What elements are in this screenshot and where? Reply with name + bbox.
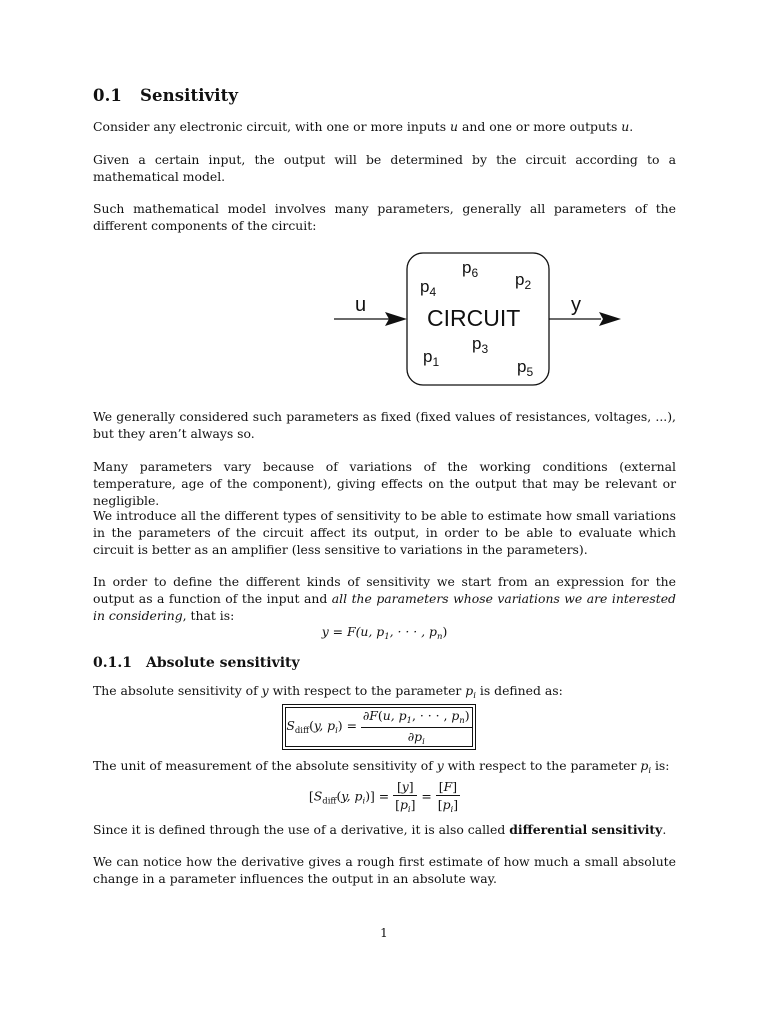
paragraph-model: Given a certain input, the output will be determined by the circuit according to a mathematical model. xyxy=(93,152,676,184)
param-p3: $p_3$ xyxy=(472,334,489,356)
math-var: p xyxy=(465,683,474,698)
math-var: u xyxy=(621,119,630,134)
paragraph-fixed-params: We generally considered such parameters as fixed (fixed values of resistances, voltages, ...), but they aren’t always so. xyxy=(93,409,676,441)
text: Consider any electronic circuit, with one or more inputs xyxy=(93,119,451,134)
text: . xyxy=(629,119,634,134)
text: and one or more outputs xyxy=(458,119,622,134)
equation-unit: [$S_{diff}(y$, $p_i$)] = $\frac{[y]}{[p_i]}$ = $\frac{[F]}{[p_i]}$ xyxy=(308,779,459,815)
text: . xyxy=(662,822,667,837)
math-var: u xyxy=(450,119,459,134)
text: with respect to the parameter xyxy=(268,683,466,698)
param-p1: $p_1$ xyxy=(423,347,440,369)
math-sub: i xyxy=(648,766,652,776)
circuit-label: CIRCUIT xyxy=(427,305,521,331)
text: The absolute sensitivity of xyxy=(93,683,262,698)
equation-output-model: y = F(u, $p_1$, · · · , $p_n$) xyxy=(321,624,448,642)
math-var: y xyxy=(436,758,444,773)
paragraph-unit xyxy=(93,757,676,780)
subsection-title: Absolute sensitivity xyxy=(146,655,300,671)
input-label: u xyxy=(355,294,367,316)
text: Since it is defined through the use of a derivative, it is also called xyxy=(93,822,510,837)
text: The unit of measurement of the absolute sensitivity of xyxy=(93,758,437,773)
param-p6: $p_6$ xyxy=(462,258,479,280)
paragraph-variations: Many parameters vary because of variations of the working conditions (external temperature, age of the component), giving effects on the output that may be relevant or negligible. xyxy=(93,459,676,508)
paragraph-derivative-estimate: We can notice how the derivative gives a rough first estimate of how much a small absolute change in a parameter influences the output in an absolute way. xyxy=(93,854,676,886)
eq-end: ) xyxy=(442,624,448,639)
subsection-number: 0.1.1 xyxy=(93,655,132,671)
circuit-block-diagram xyxy=(331,248,631,393)
paragraph-abs-definition xyxy=(93,682,676,705)
eq-lhs: y xyxy=(321,624,329,639)
paragraph-types: We introduce all the different types of sensitivity to be able to estimate how small variations in the parameters of the circuit affect its output, in order to be able to evaluate which circuit is better as an amplifier (less sensitive to variations in the parameters). xyxy=(93,508,676,557)
eq-rhs: F(u, p xyxy=(346,624,385,639)
output-label: y xyxy=(571,294,581,316)
output-arrow-head xyxy=(599,312,621,326)
paragraph-parameters: Such mathematical model involves many parameters, generally all parameters of the different components of the circuit: xyxy=(93,201,676,233)
boxed-definition-equation: $S_{diff}(y$, $p_i$) = $\frac{\partial F(u, p_1, \cdot \cdot \cdot , p_n)}{\partial p_i}$ xyxy=(285,707,473,747)
text: is defined as: xyxy=(475,683,563,698)
param-p2: $p_2$ xyxy=(515,270,532,292)
math-sub: i xyxy=(473,691,476,701)
section-number: 0.1 xyxy=(93,86,123,105)
text: with respect to the parameter xyxy=(443,758,641,773)
text: , that is: xyxy=(182,608,235,623)
paragraph-expression xyxy=(93,573,676,624)
math-var: p xyxy=(640,758,649,773)
eq-sub: n xyxy=(436,632,443,642)
subsection-heading xyxy=(93,655,300,671)
text: In order to define the different kinds of sensitivity we start from an expression for the output as a function of the input and xyxy=(93,574,676,606)
math-var: y xyxy=(261,683,269,698)
paragraph-intro xyxy=(93,118,676,135)
param-p5: $p_5$ xyxy=(517,357,534,379)
param-p4: $p_4$ xyxy=(420,277,437,299)
section-heading xyxy=(93,86,238,105)
section-title: Sensitivity xyxy=(140,86,239,105)
emphasis: all the parameters whose variations we are interested in considering xyxy=(93,591,676,623)
page-number: 1 xyxy=(380,926,388,940)
bold-term: differential sensitivity xyxy=(509,822,663,837)
text: is: xyxy=(651,758,670,773)
paragraph-differential xyxy=(93,821,676,838)
eq-mid: , · · · , p xyxy=(389,624,437,639)
eq-sub: 1 xyxy=(384,632,390,642)
derivative-fraction: $\frac{\partial F(u, p_1, \cdot \cdot \cdot , p_n)}{\partial p_i}$ xyxy=(362,707,470,747)
